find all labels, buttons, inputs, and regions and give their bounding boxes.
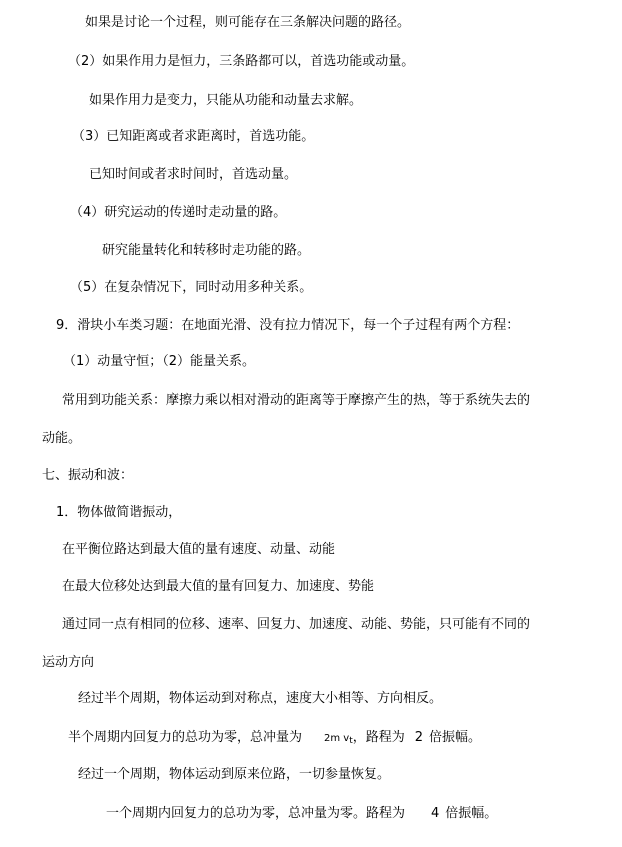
text-line-22 [106,805,497,823]
text-line-7: 研究能量转化和转移时走功能的路。 [102,243,311,258]
section-heading: 七、振动和波： [42,468,134,483]
text-line-16: 在最大位移处达到最大值的量有回复力、加速度、势能 [62,579,375,594]
line-22-number: 4 [431,806,440,821]
text-line-3: 如果作用力是变力，只能从功能和动量去求解。 [89,93,363,108]
text-line-21: 经过一个周期，物体运动到原来位路，一切参量恢复。 [78,767,391,782]
text-line-5: 已知时间或者求时间时，首选动量。 [89,167,298,182]
line-20-number: 2 [414,730,424,745]
line-20-part-a: 半个周期内回复力的总功为零，总冲量为 [68,730,303,745]
impulse-formula-subscript: t [349,736,353,746]
text-line-19: 经过半个周期，物体运动到对称点，速度大小相等、方向相反。 [78,691,443,706]
text-line-11: 常用到功能关系：摩擦力乘以相对滑动的距离等于摩擦产生的热，等于系统失去的 [62,393,531,408]
line-20-part-c: 倍振幅。 [429,730,482,745]
text-line-18: 运动方向 [42,655,95,670]
text-line-12: 动能。 [42,431,82,446]
text-line-1: 如果是讨论一个过程，则可能存在三条解决问题的路径。 [85,15,411,30]
text-line-2: （2）如果作用力是恒力，三条路都可以，首选功能或动量。 [68,54,415,69]
text-line-4: （3）已知距离或者求距离时，首选功能。 [72,129,315,144]
text-line-8: （5）在复杂情况下，同时动用多种关系。 [70,280,313,295]
text-line-20 [68,729,481,747]
line-22-part-c: 倍振幅。 [445,806,498,821]
line-20-part-b: ，路程为 [352,730,405,745]
text-line-9: 9．滑块小车类习题：在地面光滑、没有拉力情况下，每一个子过程有两个方程： [56,318,520,333]
line-22-part-a: 一个周期内回复力的总功为零，总冲量为零。路程为 [106,806,406,821]
impulse-formula: 2m v [324,733,350,744]
text-line-15: 在平衡位路达到最大值的量有速度、动量、动能 [62,542,336,557]
text-line-10: （1）动量守恒；（2）能量关系。 [63,354,256,369]
text-line-14: 1．物体做简谐振动， [56,505,182,520]
text-line-6: （4）研究运动的传递时走动量的路。 [70,205,287,220]
text-line-17: 通过同一点有相同的位移、速率、回复力、加速度、动能、势能，只可能有不同的 [62,617,531,632]
